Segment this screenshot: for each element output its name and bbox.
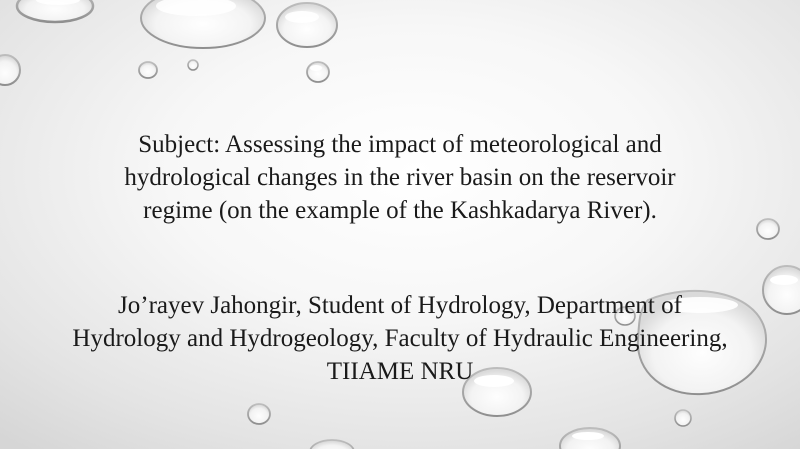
droplet	[560, 428, 620, 449]
droplet	[757, 219, 779, 239]
droplet	[307, 62, 329, 82]
droplet	[17, 0, 93, 22]
droplet	[139, 62, 157, 78]
droplet	[0, 55, 20, 85]
droplet	[310, 440, 354, 449]
droplet	[763, 266, 800, 314]
droplet	[248, 404, 270, 424]
droplet	[141, 0, 265, 48]
droplet	[277, 3, 337, 47]
slide-subject: Subject: Assessing the impact of meteorological and hydrological changes in the river basin on the reservoir regime (on the example of the Kashkadarya River).	[124, 131, 676, 224]
droplet	[188, 60, 198, 70]
droplet	[675, 410, 691, 426]
slide-author-info: Jo’rayev Jahongir, Student of Hydrology, Department of Hydrology and Hydrogeology, Faculty of Hydraulic Engineering, TIIAME NRU	[72, 292, 728, 385]
